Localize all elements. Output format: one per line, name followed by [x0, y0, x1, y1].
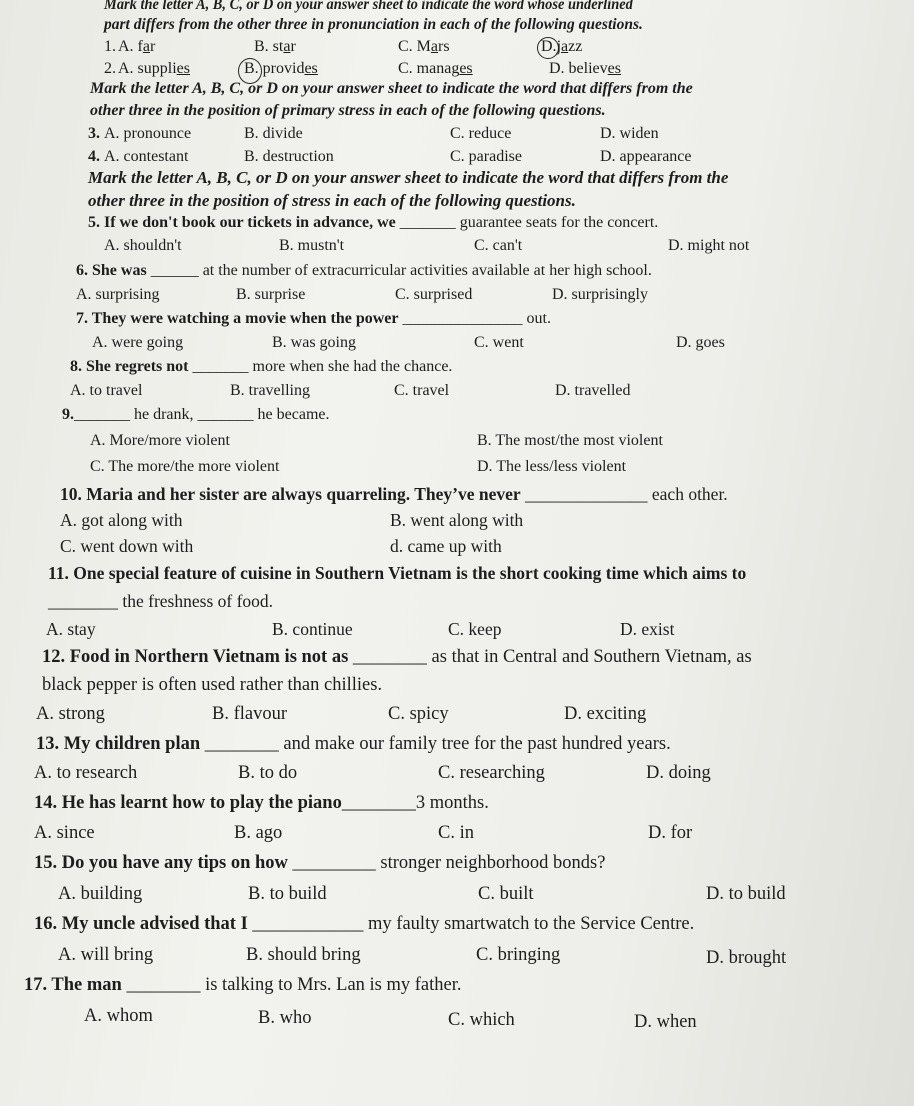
q17-stem: 17. The man ________ is talking to Mrs. Lan is my father. [24, 975, 462, 995]
q11-option-a: A. stay [46, 619, 96, 639]
q10-option-b: B. went along with [390, 510, 524, 530]
q3-option-b: B. divide [244, 125, 303, 142]
q10-option-d: d. came up with [390, 536, 502, 556]
q3-option-a: A. pronounce [104, 125, 192, 142]
q7-option-a: A. were going [92, 334, 184, 351]
q15-option-c: C. built [478, 884, 534, 904]
q11-option-c: C. keep [448, 619, 502, 639]
q11-option-b: B. continue [272, 619, 353, 639]
q6-option-b: B. surprise [236, 286, 306, 303]
q15-option-a: A. building [58, 884, 143, 904]
q4-option-b: B. destruction [244, 148, 334, 165]
q15-stem: 15. Do you have any tips on how _________ stronger neighborhood bonds? [34, 853, 606, 873]
q14-option-b: B. ago [234, 823, 283, 843]
q2-number: 2. [104, 60, 116, 77]
q1-option-d: D.jazz [541, 38, 583, 55]
instruction-stress-line1: Mark the letter A, B, C, or D on your answer sheet to indicate the word that differs from the [90, 80, 693, 97]
q10-option-c: C. went down with [60, 536, 194, 556]
q7-option-c: C. went [474, 334, 524, 351]
q14-stem: 14. He has learnt how to play the piano________3 months. [34, 793, 489, 813]
q10-option-a: A. got along with [60, 510, 183, 530]
instruction-pronunciation-line1: Mark the letter A, B, C, or D on your answer sheet to indicate the word whose underlined [104, 0, 633, 13]
q12-option-a: A. strong [36, 704, 105, 724]
q2-option-a: A. supplies [118, 60, 190, 77]
instruction-completion-line2: other three in the position of stress in each of the following questions. [88, 191, 576, 210]
q1-option-a: A. far [118, 38, 156, 55]
q17-option-b: B. who [258, 1008, 312, 1028]
q4-option-a: A. contestant [104, 148, 189, 165]
q8-option-d: D. travelled [555, 382, 631, 399]
q2-option-c: C. manages [398, 60, 473, 77]
q16-option-b: B. should bring [246, 945, 361, 965]
q9-option-c: C. The more/the more violent [90, 458, 280, 475]
q8-stem: 8. She regrets not _______ more when she had the chance. [70, 358, 453, 375]
q4-option-d: D. appearance [600, 148, 692, 165]
q12-stem-line2: black pepper is often used rather than chillies. [42, 675, 383, 695]
q6-option-d: D. surprisingly [552, 286, 648, 303]
q16-option-c: C. bringing [476, 945, 561, 965]
q5-option-c: C. can't [474, 237, 523, 254]
q11-stem-line1: 11. One special feature of cuisine in Southern Vietnam is the short cooking time which aims to [48, 563, 747, 583]
q9-option-a: A. More/more violent [90, 432, 230, 449]
q13-stem: 13. My children plan ________ and make our family tree for the past hundred years. [36, 734, 671, 754]
q2-option-d: D. believes [549, 60, 621, 77]
q17-option-a: A. whom [84, 1006, 153, 1026]
q14-option-d: D. for [648, 823, 693, 843]
q6-option-c: C. surprised [395, 286, 473, 303]
q13-option-a: A. to research [34, 763, 138, 783]
q5-option-d: D. might not [668, 237, 750, 254]
q12-option-d: D. exciting [564, 704, 647, 724]
q8-option-a: A. to travel [70, 382, 143, 399]
q15-option-d: D. to build [706, 884, 786, 904]
q2-option-b: B. provides [244, 60, 318, 77]
q16-option-a: A. will bring [58, 945, 154, 965]
q9-option-d: D. The less/less violent [477, 458, 627, 475]
q7-option-d: D. goes [676, 334, 725, 351]
q7-stem: 7. They were watching a movie when the power _______________ out. [76, 310, 551, 327]
instruction-completion-line1: Mark the letter A, B, C, or D on your answer sheet to indicate the word that differs from the [88, 168, 729, 187]
q13-option-d: D. doing [646, 763, 711, 783]
q16-stem: 16. My uncle advised that I ____________ my faulty smartwatch to the Service Centre. [34, 914, 695, 934]
q14-option-a: A. since [34, 823, 95, 843]
instruction-stress-line2: other three in the position of primary stress in each of the following questions. [90, 102, 606, 119]
q8-option-c: C. travel [394, 382, 450, 399]
q3-option-c: C. reduce [450, 125, 512, 142]
q9-option-b: B. The most/the most violent [477, 432, 663, 449]
q4-number: 4. [88, 148, 100, 165]
q4-option-c: C. paradise [450, 148, 522, 165]
q5-option-b: B. mustn't [279, 237, 345, 254]
q5-stem: 5. If we don't book our tickets in advance, we _______ guarantee seats for the concert. [88, 214, 659, 231]
q12-stem-line1: 12. Food in Northern Vietnam is not as ________ as that in Central and Southern Vietnam, as [42, 647, 752, 667]
q16-option-d: D. brought [706, 948, 787, 968]
q14-option-c: C. in [438, 823, 474, 843]
q17-option-d: D. when [634, 1012, 697, 1032]
q1-number: 1. [104, 38, 116, 55]
q13-option-c: C. researching [438, 763, 545, 783]
q17-option-c: C. which [448, 1010, 515, 1030]
q6-option-a: A. surprising [76, 286, 160, 303]
q11-option-d: D. exist [620, 619, 675, 639]
q12-option-c: C. spicy [388, 704, 449, 724]
q1-option-b: B. star [254, 38, 296, 55]
q7-option-b: B. was going [272, 334, 356, 351]
q13-option-b: B. to do [238, 763, 298, 783]
q10-stem: 10. Maria and her sister are always quarreling. They’ve never ______________ each other. [60, 484, 728, 504]
instruction-pronunciation-line2: part differs from the other three in pronunciation in each of the following questions. [104, 16, 643, 33]
q9-stem: 9._______ he drank, _______ he became. [62, 406, 330, 423]
q1-option-c: C. Mars [398, 38, 450, 55]
q5-option-a: A. shouldn't [104, 237, 182, 254]
q6-stem: 6. She was ______ at the number of extracurricular activities available at her high school. [76, 262, 652, 279]
q11-stem-line2: ________ the freshness of food. [48, 591, 274, 611]
q8-option-b: B. travelling [230, 382, 310, 399]
q12-option-b: B. flavour [212, 704, 288, 724]
q15-option-b: B. to build [248, 884, 327, 904]
q3-number: 3. [88, 125, 100, 142]
q3-option-d: D. widen [600, 125, 659, 142]
